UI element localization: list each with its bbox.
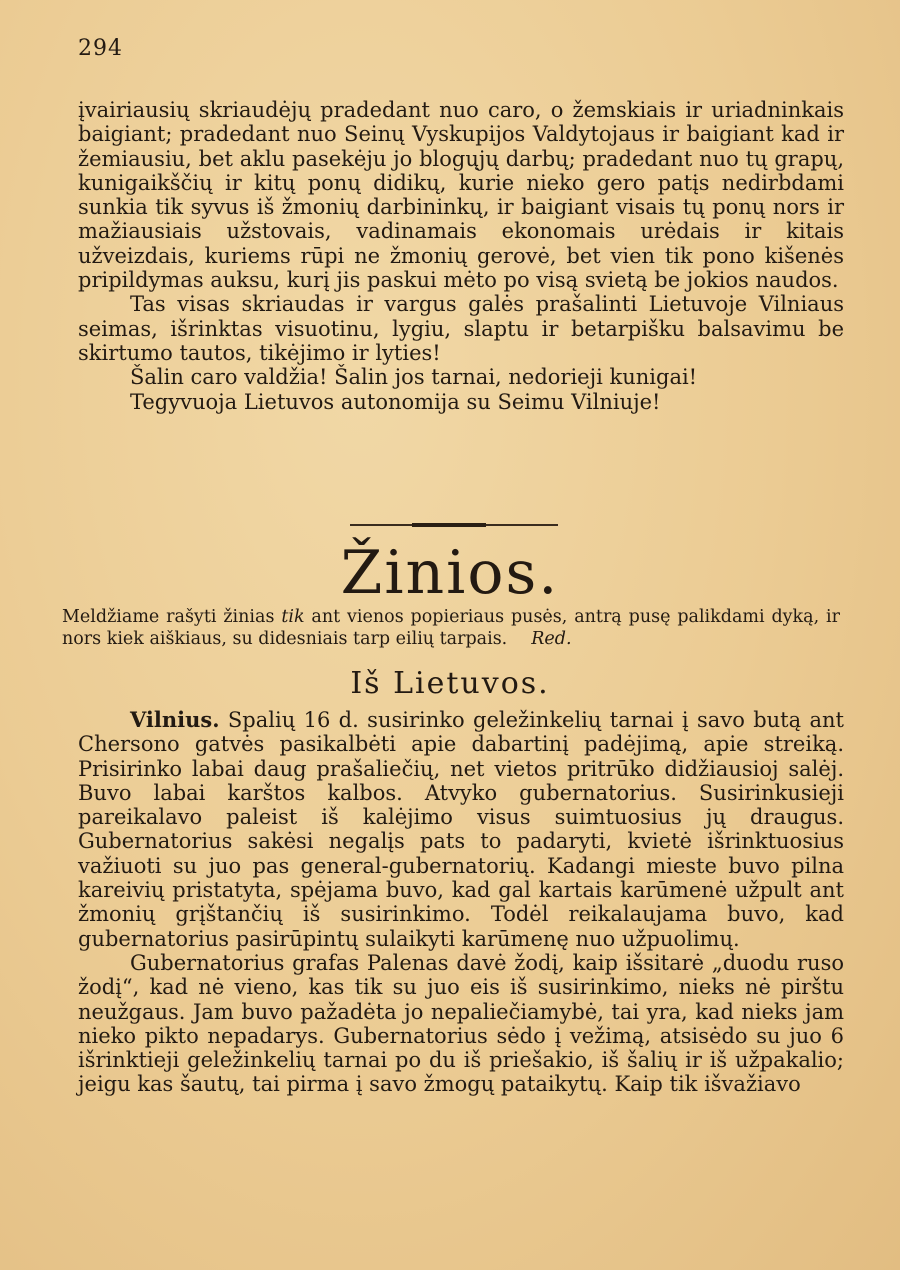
- news-article: [78, 708, 844, 1097]
- page-number: 294: [78, 36, 123, 61]
- paragraph-slogan-1: Šalin caro valdžia! Šalin jos tarnai, nedorieji kunigai!: [130, 365, 698, 390]
- section-divider: [350, 524, 558, 526]
- notice-emphasis: tik: [281, 607, 305, 627]
- news-city: Vilnius.: [130, 707, 220, 732]
- news-paragraph-1: [78, 708, 844, 951]
- paragraph-slogan-2: Tegyvuoja Lietuvos autonomija su Seimu Vilniuje!: [130, 389, 661, 414]
- paragraph-grievances: įvairiausių skriaudėjų pradedant nuo caro, o žemskiais ir uriadninkais baigiant; pradedant nuo Seinų Vyskupijos Valdytojaus ir baigiant kad ir žemiausiu, bet aklu pasekėju jo blogųjų darbų; pradedant nuo tų grapų, kunigaikščių ir kitų ponų didikų, kurie nieko gero patįs nedirbdami sunkia tik syvus iš žmonių darbininkų, ir baigiant visais tų ponų nors ir mažiausiais užstovais, vadinamais ekonomais urėdais ir kitais užveizdais, kuriems rūpi ne žmonių gerovė, bet vien tik pono kišenės pripildymas auksu, kurį jis paskui mėto po visą svietą be jokios naudos.: [78, 98, 844, 293]
- notice-text-before: Meldžiame rašyti žinias: [62, 607, 282, 627]
- article-continuation: [78, 98, 844, 414]
- news-paragraph-2: Gubernatorius grafas Palenas davė žodį, kaip išsitarė „duodu ruso žodį“, kad nė vieno, kas tik su juo eis iš susirinkimo, nieks nė pirštu neužgaus. Jam buvo pažadėta jo nepaliečiamybė, tai yra, kad nieks jam nieko pikto nepadarys. Gubernatorius sėdo į vežimą, atsisėdo su juo 6 išrinktieji geležinkelių tarnai po du iš priešakio, iš šalių ir iš užpakalio; jeigu kas šautų, tai pirma į savo žmogų pataikytų. Kaip tik išvažiavo: [78, 950, 844, 1097]
- notice-text-after: ant vienos popieriaus pusės, antrą pusę palikdami dyką, ir nors kiek aiškiaus, su didesniais tarp eilių tarpais.: [62, 607, 840, 649]
- notice-signature: Red.: [531, 629, 572, 649]
- paragraph-seimas: Tas visas skriaudas ir vargus galės prašalinti Lietuvoje Vilniaus seimas, išrinktas visuotinu, lygiu, slaptu ir betarpišku balsavimu be skirtumo tautos, tikėjimo ir lyties!: [78, 292, 844, 365]
- editor-notice: [62, 606, 840, 650]
- subsection-title: Iš Lietuvos.: [350, 666, 550, 701]
- section-title: Žinios.: [340, 538, 560, 608]
- news-paragraph-1-text: Spalių 16 d. susirinko geležinkelių tarnai į savo butą ant Chersono gatvės pasikalbėti apie dabartinį padėjimą, apie streiką. Prisirinko labai daug prašaliečių, net vietos pritrūko didžiausioj salėj. Buvo labai karštos kalbos. Atvyko gubernatorius. Susirinkusieji pareikalavo paleist iš kalėjimo visus suimtuosius jų draugus. Gubernatorius sakėsi negalįs pats to padaryti, kvietė išrinktuosius važiuoti su juo pas general-gubernatorių. Kadangi mieste buvo pilna kareivių pristatyta, spėjama buvo, kad gal kartais karūmenė užpult ant žmonių grįštančių iš susirinkimo. Todėl reikalaujama buvo, kad gubernatorius pasirūpintų sulaikyti karūmenę nuo užpuolimų.: [78, 708, 844, 951]
